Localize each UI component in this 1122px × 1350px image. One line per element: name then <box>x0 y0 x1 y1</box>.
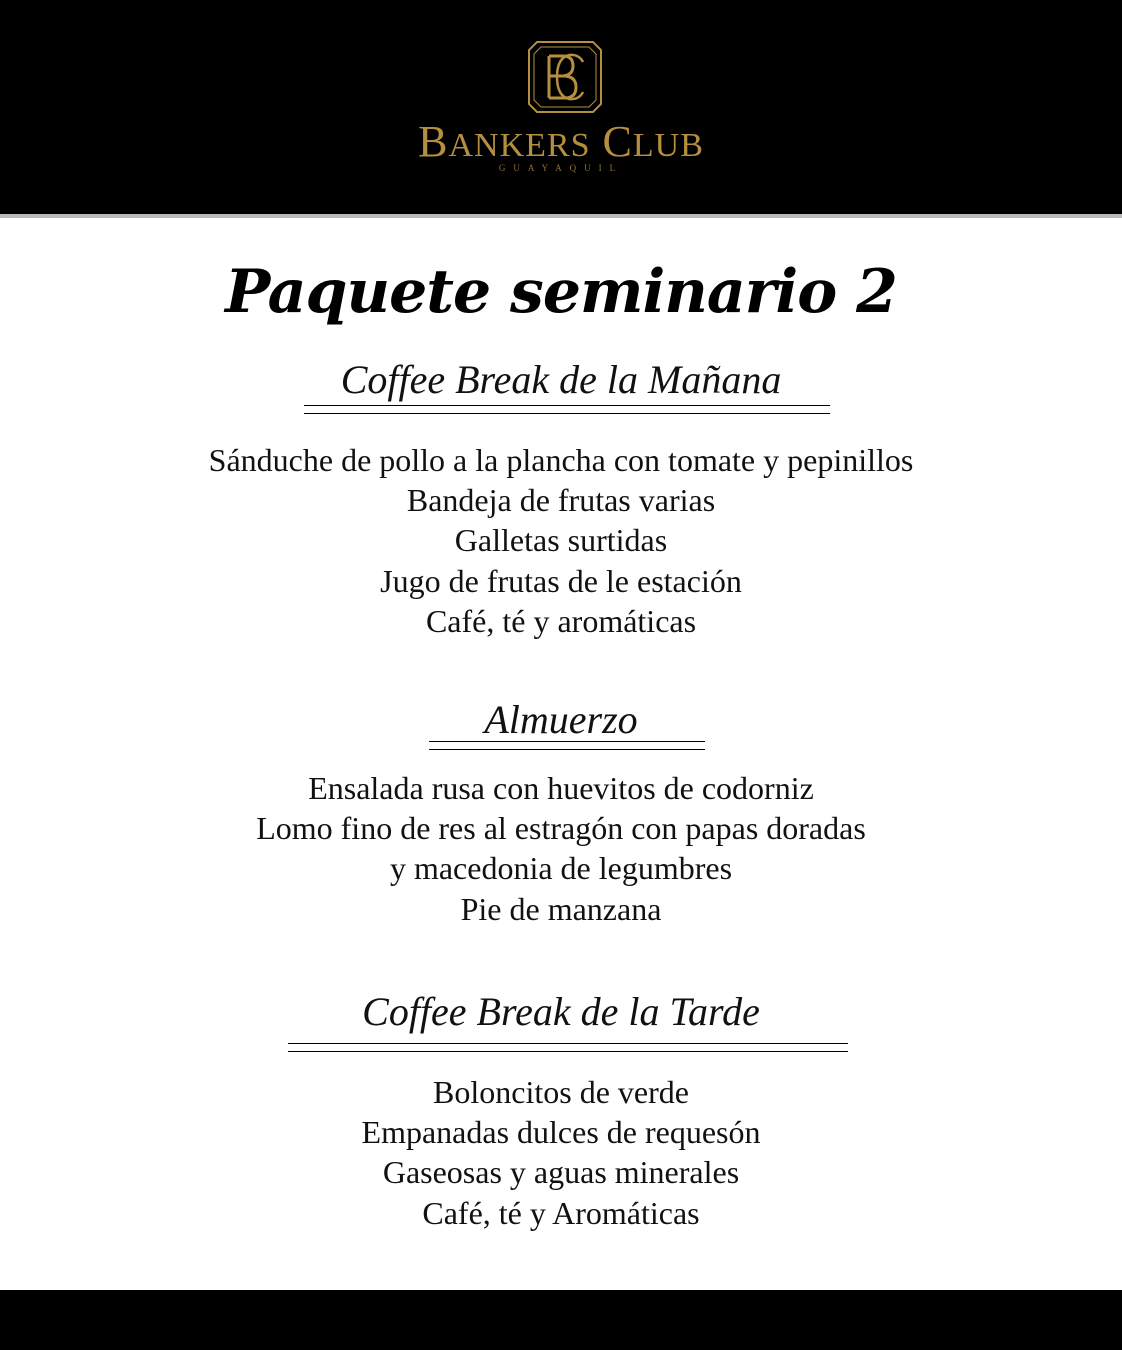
list-item: y macedonia de legumbres <box>389 850 733 887</box>
page-title: Paquete seminario 2 <box>225 257 897 327</box>
footer-bar <box>0 1290 1122 1350</box>
section-items-morning <box>0 440 1122 641</box>
section-rule-afternoon-top <box>288 1043 848 1044</box>
section-items-afternoon <box>0 1072 1122 1233</box>
section-rule-afternoon-bottom <box>288 1051 848 1052</box>
section-items-lunch <box>0 768 1122 929</box>
list-item: Boloncitos de verde <box>433 1074 689 1110</box>
section-title-afternoon: Coffee Break de la Tarde <box>362 989 760 1034</box>
list-item: Pie de manzana <box>460 890 662 927</box>
brand-city: GUAYAQUIL <box>498 163 624 173</box>
section-rule-lunch-top <box>429 741 705 742</box>
section-title-morning: Coffee Break de la Mañana <box>340 357 782 402</box>
bankers-club-logo <box>527 40 603 114</box>
header-divider <box>0 214 1122 218</box>
list-item: Sánduche de pollo a la plancha con tomate y pepinillos <box>208 442 914 478</box>
brand-name-text: BANKERS CLUB <box>418 117 704 166</box>
section-rule-morning-bottom <box>304 413 830 414</box>
list-item: Gaseosas y aguas minerales <box>382 1154 740 1191</box>
list-item: Bandeja de frutas varias <box>406 482 716 519</box>
list-item: Empanadas dulces de requesón <box>361 1114 761 1151</box>
list-item: Jugo de frutas de le estación <box>380 562 742 599</box>
list-item: Café, té y Aromáticas <box>422 1194 700 1231</box>
section-title-lunch: Almuerzo <box>484 697 638 742</box>
list-item: Ensalada rusa con huevitos de codorniz <box>308 770 814 806</box>
section-rule-lunch-bottom <box>429 749 705 750</box>
section-rule-morning-top <box>304 405 830 406</box>
list-item: Lomo fino de res al estragón con papas doradas <box>256 810 866 847</box>
list-item: Café, té y aromáticas <box>425 602 697 639</box>
list-item: Galletas surtidas <box>454 522 668 559</box>
